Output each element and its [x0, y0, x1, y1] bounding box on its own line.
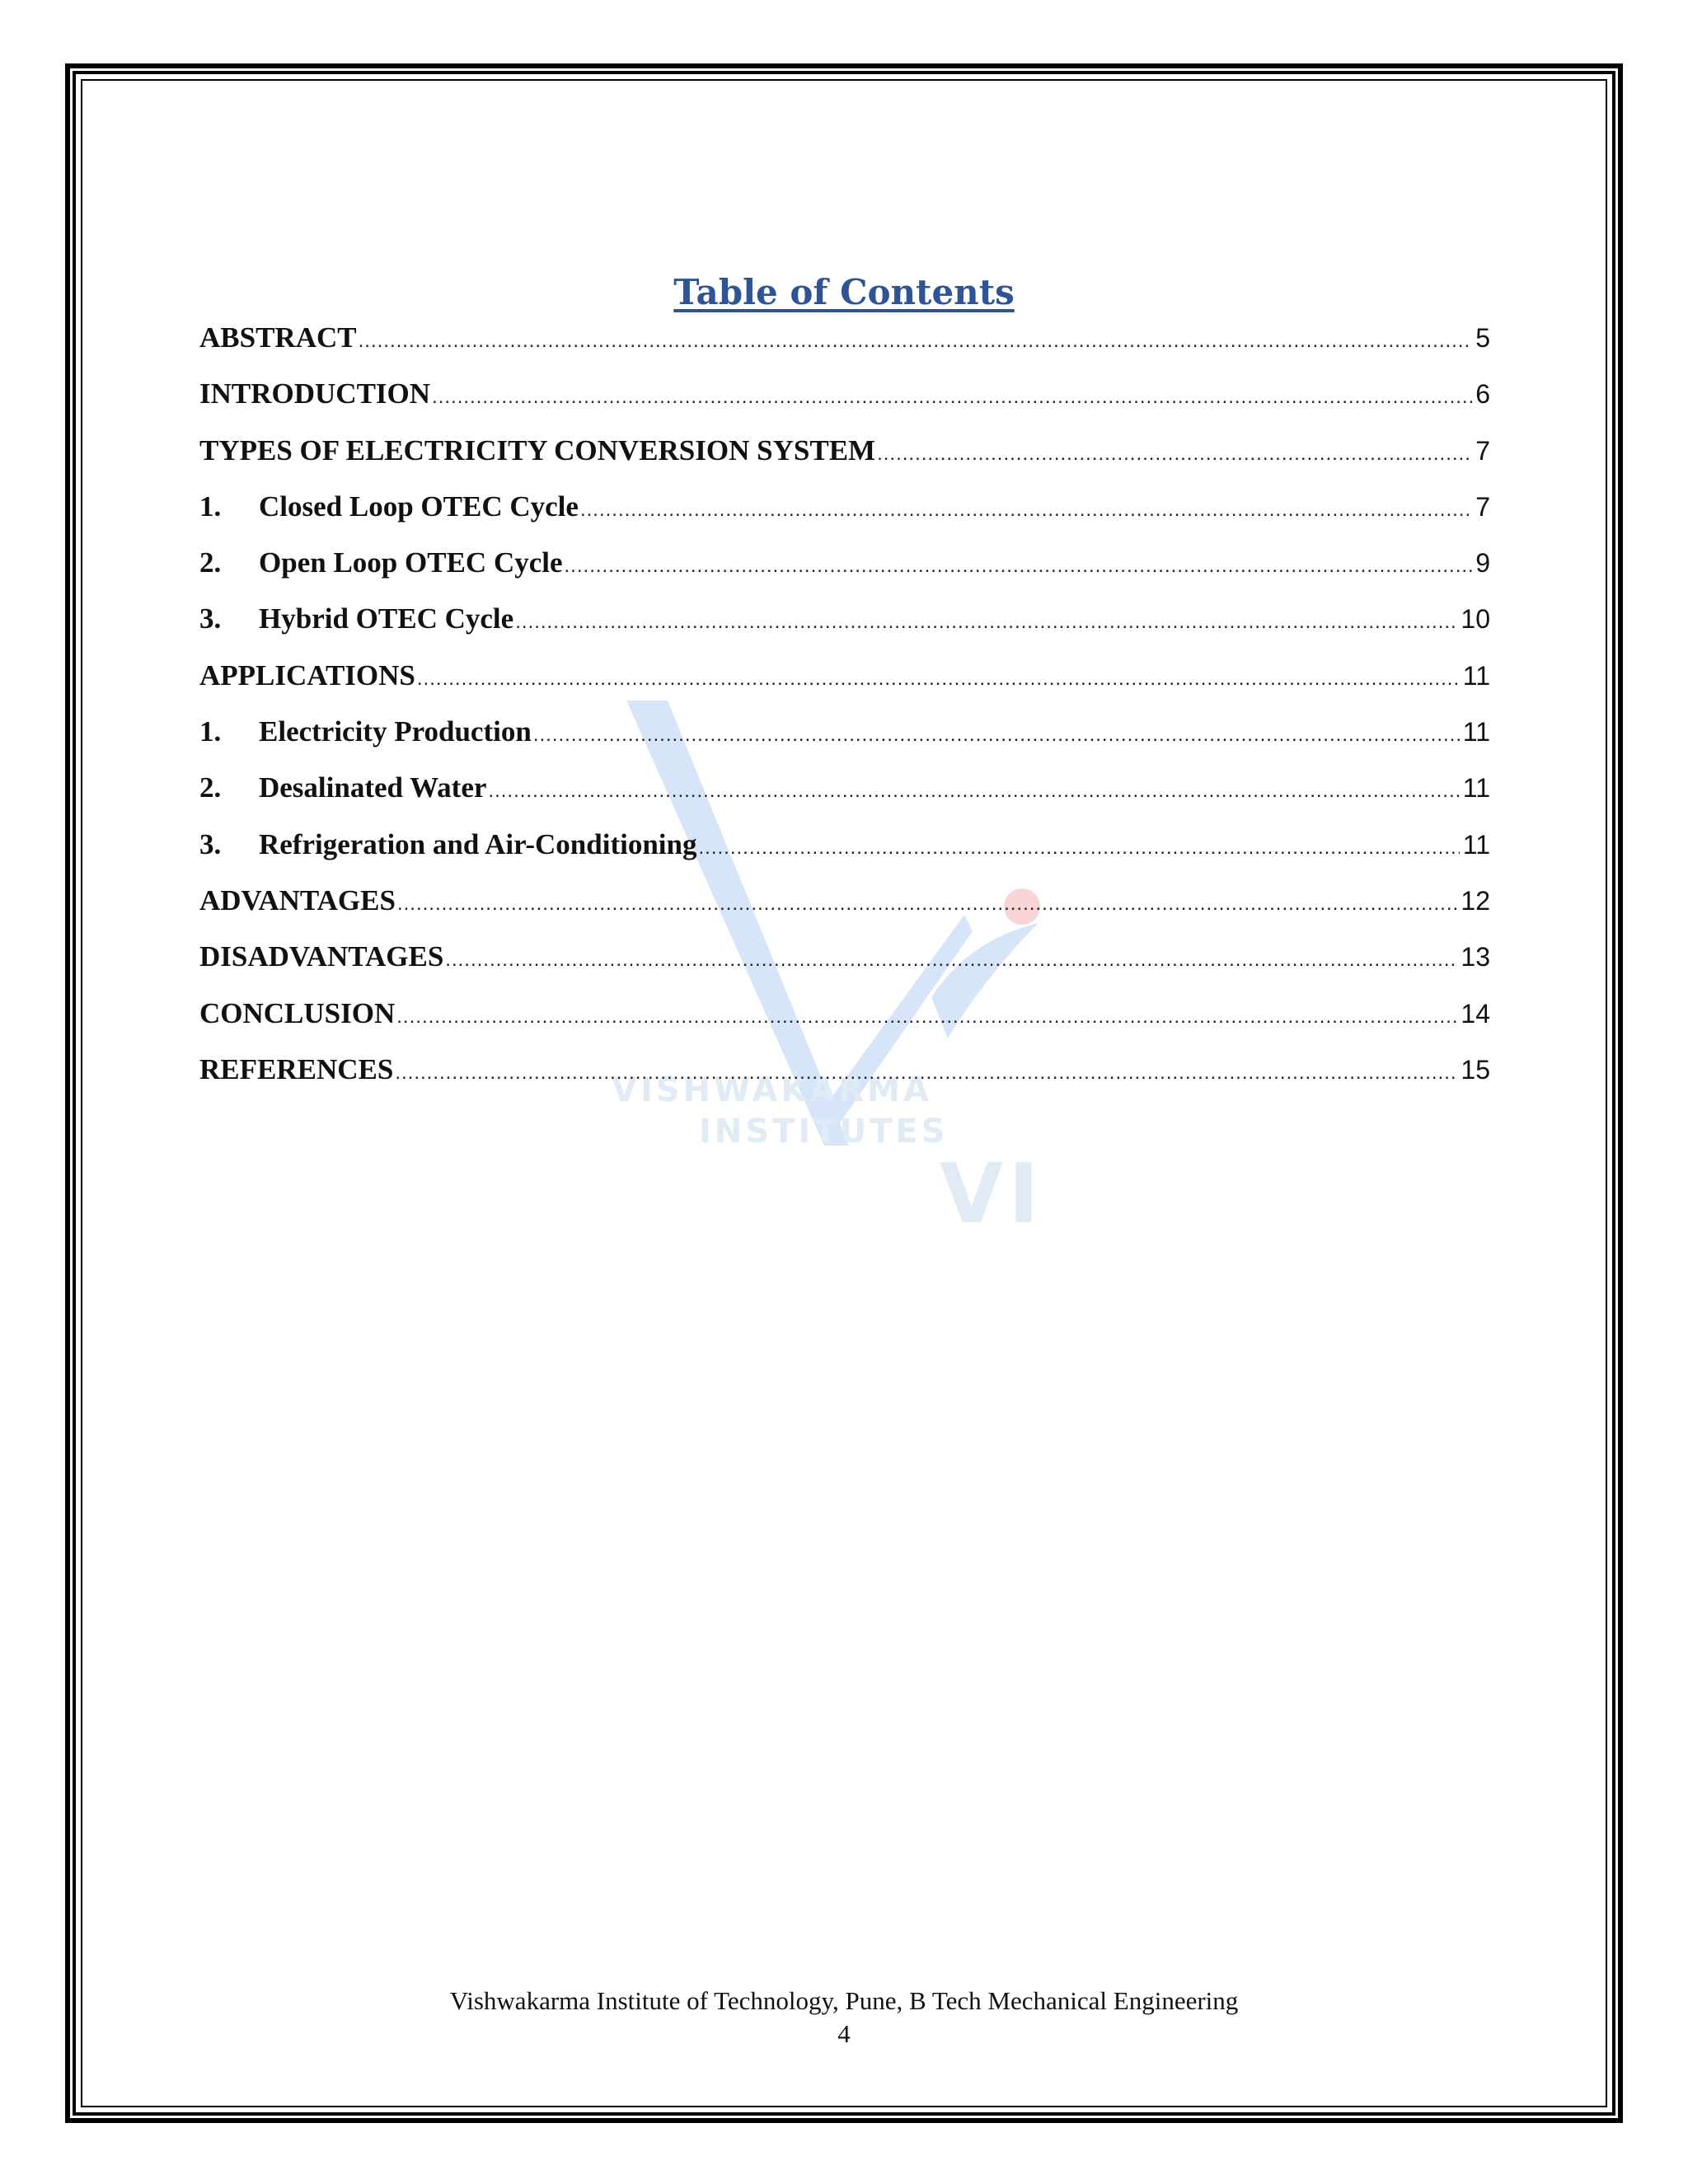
toc-entry-page: 14 [1461, 998, 1490, 1029]
toc-entry-number: 3. [199, 827, 222, 860]
toc-entry-number: 1. [199, 715, 222, 748]
toc-entry[interactable] [199, 434, 1490, 490]
toc-entry[interactable] [199, 1053, 1490, 1109]
toc-dot-leader [359, 330, 1473, 353]
toc-entry-page: 11 [1462, 773, 1490, 804]
toc-entry-page: 15 [1461, 1054, 1490, 1085]
toc-dot-leader [396, 1005, 1457, 1029]
toc-entry-label: CONCLUSION [199, 996, 396, 1029]
toc-entry[interactable] [199, 602, 1490, 658]
toc-entry[interactable] [199, 546, 1490, 602]
toc-entry[interactable] [199, 940, 1490, 996]
toc-entry[interactable] [199, 771, 1490, 827]
toc-dot-leader [395, 1062, 1457, 1085]
page-title: Table of Contents [673, 272, 1015, 312]
toc-entry[interactable] [199, 321, 1490, 377]
watermark-mark: VI [940, 1146, 1044, 1242]
toc-entry-page: 7 [1475, 491, 1490, 522]
toc-entry-label: Open Loop OTEC Cycle [259, 546, 563, 579]
toc-dot-leader [432, 386, 1472, 409]
toc-entry-page: 10 [1461, 604, 1490, 635]
toc-dot-leader [515, 611, 1457, 634]
watermark-text-line1: VISHWAKARMA [612, 1071, 932, 1109]
toc-dot-leader [699, 837, 1460, 860]
toc-entry-label: Refrigeration and Air-Conditioning [259, 827, 697, 860]
toc-entry[interactable] [199, 715, 1490, 771]
toc-dot-leader [533, 724, 1460, 747]
toc-entry[interactable] [199, 659, 1490, 715]
toc-entry-page: 11 [1462, 660, 1490, 691]
toc-entry-label: Hybrid OTEC Cycle [259, 602, 514, 635]
toc-dot-leader [488, 780, 1459, 803]
toc-entry-label: INTRODUCTION [199, 377, 431, 410]
toc-entry-label: TYPES OF ELECTRICITY CONVERSION SYSTEM [199, 434, 876, 466]
toc-entry[interactable] [199, 490, 1490, 546]
toc-dot-leader [397, 893, 1457, 916]
footer-institution: Vishwakarma Institute of Technology, Pune, B Tech Mechanical Engineering [449, 1986, 1239, 2015]
toc-entry-label: Electricity Production [259, 715, 532, 748]
toc-entry-page: 11 [1462, 829, 1490, 860]
toc-entry-page: 12 [1461, 885, 1490, 916]
toc-entry[interactable] [199, 377, 1490, 434]
toc-dot-leader [565, 555, 1473, 578]
toc-entry-page: 7 [1475, 435, 1490, 466]
toc-entry-number: 1. [199, 490, 222, 523]
toc-entry-label: Closed Loop OTEC Cycle [259, 490, 579, 523]
toc-dot-leader [877, 443, 1472, 466]
toc-entry[interactable] [199, 997, 1490, 1053]
toc-dot-leader [580, 499, 1472, 522]
toc-dot-leader [417, 668, 1460, 691]
toc-entry-page: 13 [1461, 942, 1490, 972]
toc-entry-page: 9 [1475, 548, 1490, 579]
toc-entry-label: APPLICATIONS [199, 658, 415, 691]
toc-entry-page: 6 [1475, 379, 1490, 410]
toc-entry-page: 11 [1462, 717, 1490, 748]
toc-entry-page: 5 [1475, 323, 1490, 353]
toc-entry-label: ABSTRACT [199, 321, 357, 354]
toc-entry-label: ADVANTAGES [199, 883, 396, 916]
watermark-text-line2: INSTITUTES [699, 1113, 949, 1151]
toc-entry-label: Desalinated Water [259, 771, 487, 804]
toc-entry[interactable] [199, 828, 1490, 884]
toc-entry-label: REFERENCES [199, 1052, 394, 1085]
toc-dot-leader [445, 949, 1457, 972]
toc-entry-label: DISADVANTAGES [199, 940, 444, 973]
footer-page-number: 4 [837, 2019, 851, 2048]
toc-entry-number: 2. [199, 546, 222, 579]
toc-entry[interactable] [199, 884, 1490, 940]
page-footer [0, 1985, 1688, 2050]
toc-entry-number: 2. [199, 771, 222, 804]
toc-entry-number: 3. [199, 602, 222, 635]
table-of-contents [199, 321, 1490, 1109]
